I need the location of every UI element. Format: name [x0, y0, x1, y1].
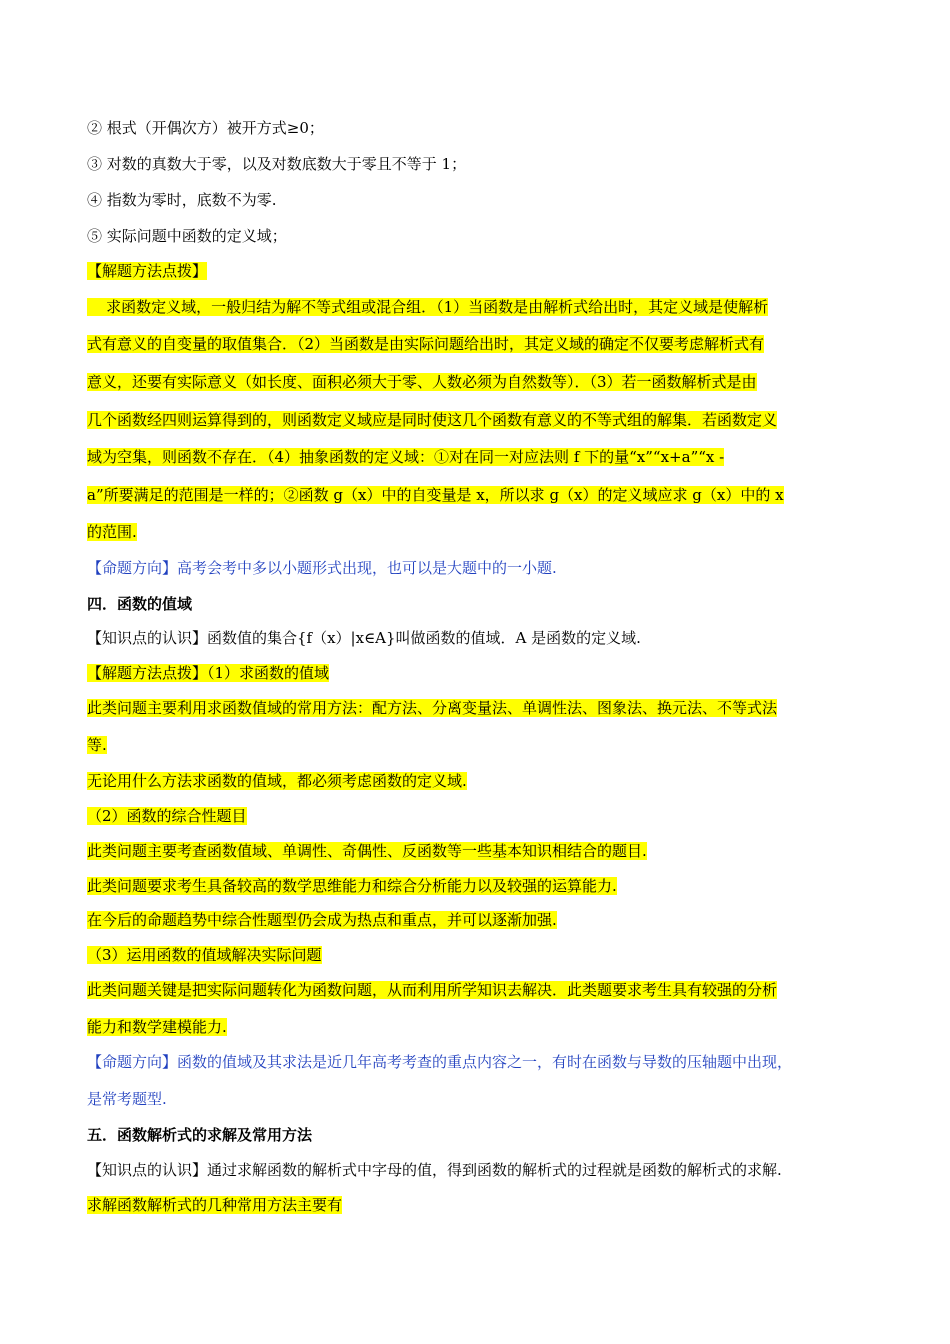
highlighted-line: 的范围. — [87, 523, 137, 541]
highlighted-line: a”所要满足的范围是一样的；②函数 g（x）中的自变量是 x，所以求 g（x）的定义域应求 g（x）中的 x — [87, 486, 784, 504]
knowledge-line: 【知识点的认识】函数值的集合{f（x）|x∈A}叫做函数的值域．A 是函数的定义域. — [87, 629, 641, 647]
highlighted-line: 此类问题主要利用求函数值域的常用方法：配方法、分离变量法、单调性法、图象法、换元法、不等式法 — [87, 699, 778, 717]
highlighted-line: 求函数定义域，一般归结为解不等式组或混合组．（1）当函数是由解析式给出时，其定义域是使解析 — [87, 298, 769, 316]
text-line: ④ 指数为零时，底数不为零. — [87, 191, 277, 209]
highlighted-line: 在今后的命题趋势中综合性题型仍会成为热点和重点，并可以逐渐加强. — [87, 911, 557, 929]
highlighted-line: 域为空集，则函数不存在．（4）抽象函数的定义域：①对在同一对应法则 f 下的量“x”“x+a”“x - — [87, 448, 725, 466]
section-heading: 四．函数的值域 — [87, 595, 193, 613]
section-label: 【解题方法点拨】 — [87, 262, 208, 280]
highlighted-line: 此类问题关键是把实际问题转化为函数问题，从而利用所学知识去解决．此类题要求考生具有较强的分析 — [87, 981, 778, 999]
highlighted-line: （3）运用函数的值域解决实际问题 — [87, 946, 322, 964]
text-line: ③ 对数的真数大于零，以及对数底数大于零且不等于 1； — [87, 155, 467, 173]
direction-note: 【命题方向】函数的值域及其求法是近几年高考考查的重点内容之一，有时在函数与导数的压轴题中出现， — [87, 1053, 793, 1071]
highlighted-line: 求解函数解析式的几种常用方法主要有 — [87, 1196, 343, 1214]
highlighted-line: 能力和数学建模能力. — [87, 1018, 227, 1036]
section-heading: 五．函数解析式的求解及常用方法 — [87, 1126, 313, 1144]
direction-note: 【命题方向】高考会考中多以小题形式出现，也可以是大题中的一小题. — [87, 559, 557, 577]
highlighted-line: 【解题方法点拨】（1）求函数的值域 — [87, 664, 330, 682]
highlighted-line: 无论用什么方法求函数的值域，都必须考虑函数的定义域. — [87, 772, 467, 790]
highlighted-line: 意义，还要有实际意义（如长度、面积必须大于零、人数必须为自然数等）．（3）若一函数解析式是由 — [87, 373, 757, 391]
highlighted-line: （2）函数的综合性题目 — [87, 807, 247, 825]
highlighted-line: 等. — [87, 736, 107, 754]
direction-note: 是常考题型. — [87, 1090, 167, 1108]
highlighted-line: 几个函数经四则运算得到的，则函数定义域应是同时使这几个函数有意义的不等式组的解集．若函数定义 — [87, 411, 778, 429]
highlighted-line: 此类问题主要考查函数值域、单调性、奇偶性、反函数等一些基本知识相结合的题目. — [87, 842, 647, 860]
highlighted-line: 式有意义的自变量的取值集合．（2）当函数是由实际问题给出时，其定义域的确定不仅要考虑解析式有 — [87, 335, 765, 353]
highlighted-line: 此类问题要求考生具备较高的数学思维能力和综合分析能力以及较强的运算能力. — [87, 877, 617, 895]
text-line: ⑤ 实际问题中函数的定义域； — [87, 227, 287, 245]
text-line: ② 根式（开偶次方）被开方式≥0； — [87, 119, 324, 137]
knowledge-line: 【知识点的认识】通过求解函数的解析式中字母的值，得到函数的解析式的过程就是函数的解析式的求解. — [87, 1161, 782, 1179]
